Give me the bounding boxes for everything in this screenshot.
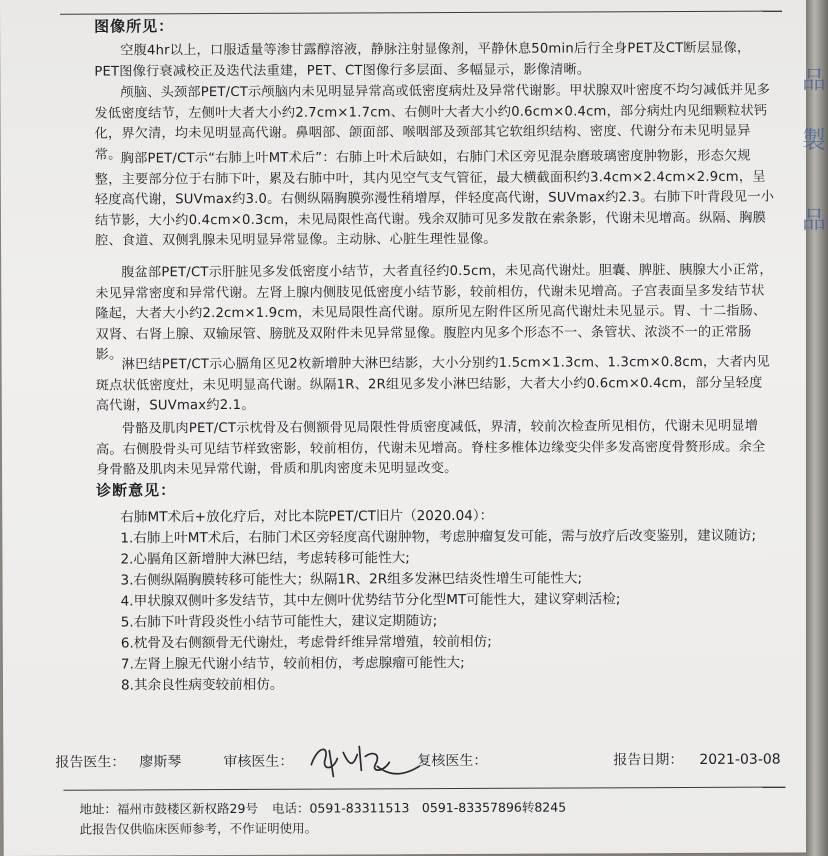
reporter-label: 报告医生： [55,754,126,771]
findings-paragraph-head-neck: 颅脑、头颈部PET/CT示颅脑内未见明显异常高或低密度病灶及异常代谢影。甲状腺双叶密度不均匀减低并见多发低密度结节，左侧叶大者大小约2.7cm×1.7cm、右侧叶大者大小约0.6cm×0.4cm，部分病灶内见细颗粒状钙化，界欠清，均未见明显高代谢。鼻咽部、颌面部、喉咽部及颈部其它软组织结构、密度、代谢分布未见明显异常。 [94,82,771,163]
diagnosis-item: 6.枕骨及右侧额骨无代谢灶，考虑骨纤维异常增殖，较前相仿; [120,633,492,652]
findings-title: 图像所见： [94,17,175,36]
diagnosis-item: 1.右肺上叶MT术后，右肺门术区旁轻度高代谢肿物，考虑肿瘤复发可能，需与放疗后改变鉴别，建议随访; [120,527,757,547]
edge-mark: 品 [802,66,826,94]
diagnosis-item: 8.其余良性病变较前相仿。 [120,676,284,694]
reviewer-signature [303,736,423,787]
address: 地址：福州市鼓楼区新权路29号 [79,800,258,817]
disclaimer: 此报告仅供临床医师参考，不作证明使用。 [79,820,318,837]
findings-paragraph-protocol: 空腹4hr以上，口服适量等渗甘露醇溶液，静脉注射显像剂，平静休息50min后行全身PET及CT断层显像，PET图像行衰减校正及迭代法重建，PET、CT图像行多层面、多幅显示，影像清晰。 [94,40,751,80]
diagnosis-item: 2.心膈角区新增肿大淋巴结，考虑转移可能性大; [120,550,410,568]
diagnosis-title: 诊断意见： [96,481,177,500]
footer-divider [63,787,785,791]
reviewer-label: 审核医生： [223,753,294,771]
address-line [79,798,566,818]
date-label: 报告日期： [613,752,684,769]
diagnosis-list [120,505,781,697]
diagnosis-item: 4.甲状腺双侧叶多发结节，其中左侧叶优势结节分化型MT可能性大，建议穿刺活检; [120,591,621,610]
page-edge [802,0,828,856]
diagnosis-item: 3.右侧纵隔胸膜转移可能性大；纵隔1R、2R组多发淋巴结炎性增生可能性大; [120,570,583,589]
report-date: 2021-03-08 [699,751,781,768]
reporter-row [55,751,181,772]
findings-paragraph-chest: 胸部PET/CT示“右肺上叶MT术后”：右肺上叶术后缺如，右肺门术区旁见混杂磨玻璃密度肿物影，形态欠规整，主要部分位于右肺下叶，累及右肺中叶，其内见空气支气管征，最大横截面积约3.4cm×2.4cm×2.9cm，呈轻度高代谢，SUVmax约3.0。右侧纵隔胸膜弥漫性稍增厚，伴轻度高代谢，SUVmax约2.3。右肺下叶背段见一小结节影，大小约0.4cm×0.3cm，未见局限性高代谢。残余双肺可见多发散在索条影，代谢未见增高。纵隔、胸膜腔、食道、双侧乳腺未见明显异常显像。主动脉、心脏生理性显像。 [94,148,775,249]
second-reviewer-label: 复核医生： [417,752,488,770]
diagnosis-item: 7.左肾上腺无代谢小结节，较前相仿，考虑腺瘤可能性大; [120,654,465,673]
findings-paragraph-lymph: 淋巴结PET/CT示心膈角区见2枚新增肿大淋巴结影，大小分别约1.5cm×1.3cm、1.3cm×0.8cm，大者内见斑点状低密度灶，未见明显高代谢。纵隔1R、2R组见多发小淋巴结影，大者大小约0.6cm×0.4cm，部分呈轻度高代谢，SUVmax约2.1。 [95,354,770,414]
phone: 电话：0591-83311513 0591-83357896转8245 [271,799,567,816]
findings-paragraph-abdomen: 腹盆部PET/CT示肝脏见多发低密度小结节，大者直径约0.5cm，未见高代谢灶。胆囊、脾脏、胰腺大小正常，未见异常密度和异常代谢。左肾上腺内侧肢见低密度小结节影，较前相仿，代谢未见增高。子宫表面呈多发结节状隆起，大者大小约2.2cm×1.9cm，未见局限性高代谢。原所见左附件区所见高代谢灶未见显示。胃、十二指肠、双肾、右肾上腺、双输尿管、膀胱及双附件未见异常显像。腹腔内见多个形态不一、条管状、浓淡不一的正常肠影。 [95,262,773,363]
reporter-name: 廖斯琴 [139,754,182,771]
diagnosis-intro: 右肺MT术后+放化疗后，对比本院PET/CT旧片（2020.04）： [120,507,494,526]
top-divider [60,11,782,15]
edge-mark: 製 [802,126,826,154]
edge-mark: 品 [802,206,826,234]
findings-paragraph-bone: 骨骼及肌肉PET/CT示枕骨及右侧额骨见局限性骨质密度减低，界清，较前次检查所见相仿，代谢未见明显增高。右侧股骨头可见结节样致密影，较前相仿，代谢未见增高。脊柱多椎体边缘变尖伴多发高密度骨赘形成。余全身骨骼及肌肉未见异常代谢，骨质和肌肉密度未见明显改变。 [95,418,766,478]
date-row [613,749,780,770]
diagnosis-item: 5.右肺下叶背段炎性小结节可能性大，建议定期随访; [120,613,438,631]
